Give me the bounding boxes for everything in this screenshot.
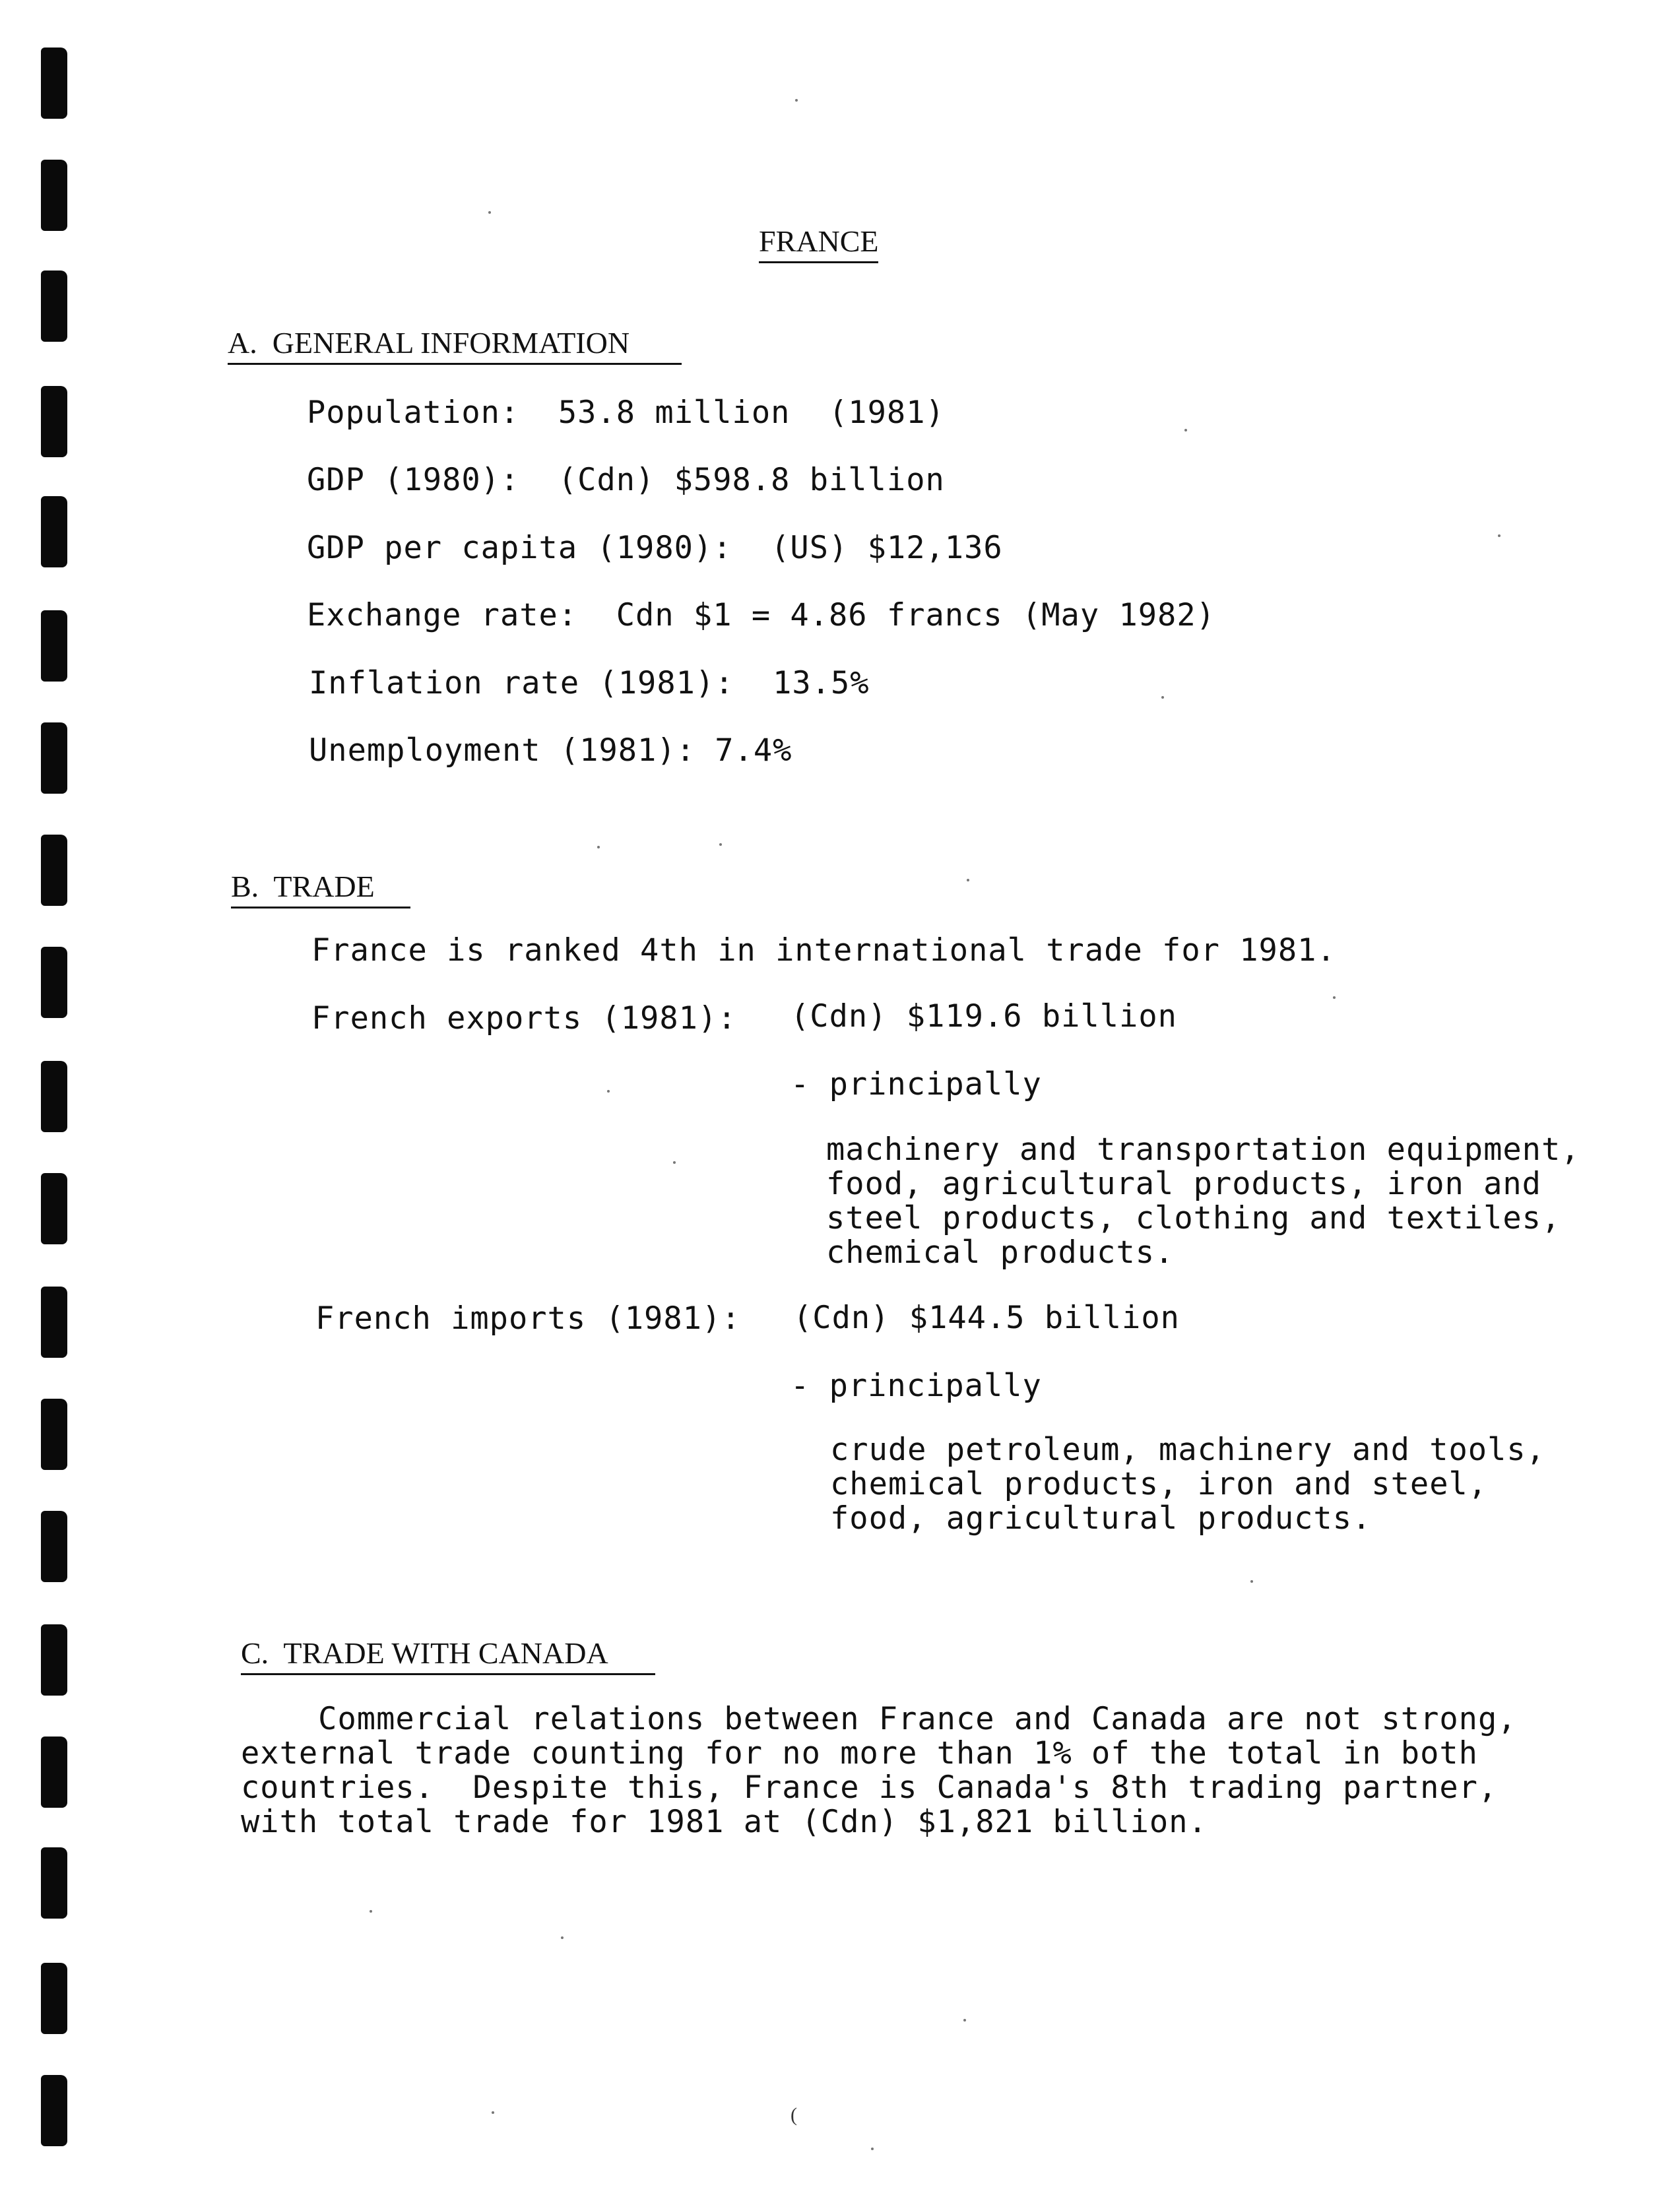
binder-hole [41,48,67,119]
exchange-rate-line: Exchange rate: Cdn $1 = 4.86 francs (May 1982) [307,597,1215,633]
binder-hole [41,1737,67,1808]
binder-hole [41,271,67,342]
binder-hole [41,1963,67,2034]
binder-hole [41,1287,67,1358]
page-title: FRANCE [759,224,878,263]
scan-speck [673,1161,676,1164]
section-b-heading: B. TRADE [231,870,410,908]
binder-hole [41,496,67,567]
binder-hole [41,386,67,457]
population-line: Population: 53.8 million (1981) [307,395,945,431]
stray-mark: ( [791,2104,797,2126]
scan-speck [871,2148,874,2150]
trade-rank-line: France is ranked 4th in international trade for 1981. [311,932,1336,969]
scan-speck [795,99,798,102]
binder-hole [41,1624,67,1696]
exports-principally: - principally [791,1066,1042,1102]
scan-speck [607,1090,610,1093]
exports-label: French exports (1981): [311,1000,737,1036]
scan-speck [963,2019,966,2022]
scan-speck [967,879,969,881]
gdp-line: GDP (1980): (Cdn) $598.8 billion [307,462,945,498]
binder-hole [41,2075,67,2146]
section-c-heading: C. TRADE WITH CANADA [241,1636,655,1675]
scan-speck [492,2111,494,2114]
imports-label: French imports (1981): [315,1300,741,1337]
binder-hole [41,610,67,682]
scan-speck [1250,1580,1253,1583]
binder-hole [41,160,67,231]
scan-speck [719,843,722,846]
binder-hole [41,1173,67,1244]
scan-speck [561,1936,564,1939]
unemployment-line: Unemployment (1981): 7.4% [309,732,792,769]
scan-speck [370,1910,372,1913]
scan-speck [1184,429,1187,431]
imports-principally: - principally [791,1368,1042,1404]
scan-speck [1333,996,1336,999]
scan-speck [1498,534,1501,537]
imports-value: (Cdn) $144.5 billion [793,1300,1180,1336]
binder-hole [41,722,67,794]
scan-speck [488,211,491,214]
exports-value: (Cdn) $119.6 billion [791,998,1177,1035]
binder-hole [41,1511,67,1582]
binder-hole [41,835,67,906]
binder-hole [41,947,67,1018]
scan-speck [1161,696,1164,699]
binder-hole [41,1847,67,1919]
section-a-heading: A. GENERAL INFORMATION [228,326,682,365]
inflation-rate-line: Inflation rate (1981): 13.5% [309,665,870,701]
scan-speck [597,846,600,848]
binder-hole [41,1061,67,1132]
gdp-per-capita-line: GDP per capita (1980): (US) $12,136 [307,530,1003,566]
binder-hole [41,1399,67,1470]
imports-items: crude petroleum, machinery and tools, chemical products, iron and steel, food, agricultural products. [830,1432,1545,1537]
trade-with-canada-paragraph: Commercial relations between France and Canada are not strong, external trade counting for no more than 1% of the total in both countries. Despite this, France is Canada's 8th trading partner, with total trade for 1981 at (Cdn) $1,821 billion. [241,1701,1517,1840]
exports-items: machinery and transportation equipment, food, agricultural products, iron and steel products, clothing and textiles, chemical products. [826,1131,1580,1271]
